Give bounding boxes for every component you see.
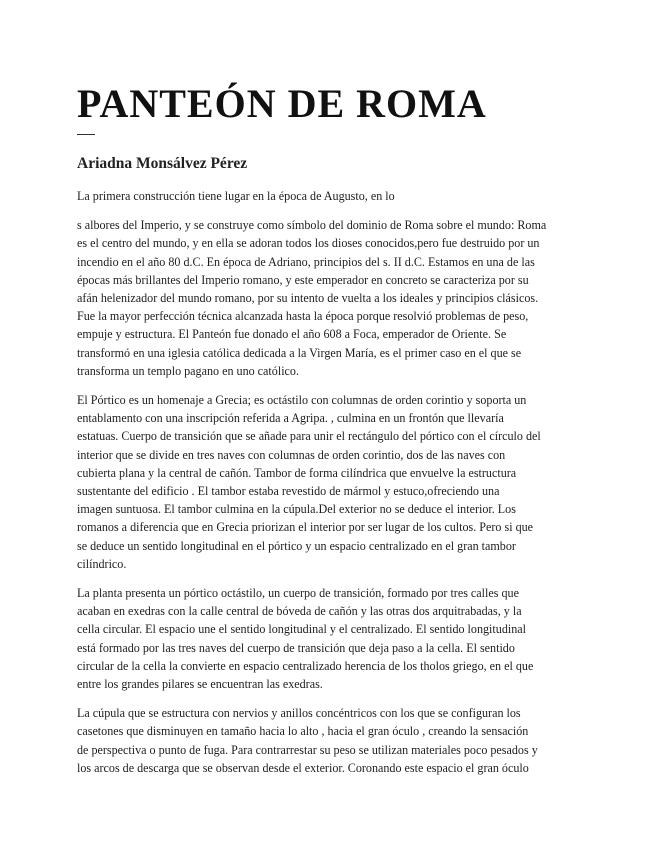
text-line: La primera construcción tiene lugar en la época de Augusto, en lo [77, 189, 395, 203]
text-line: transforma un templo pagano en uno católico. [77, 363, 299, 378]
text-line: imagen suntuosa. El tambor culmina en la cúpula.Del exterior no se deduce el interior. Los [77, 502, 516, 517]
text-line: de perspectiva o punto de fuga. Para contrarrestar su peso se utilizan materiales poco pesados y [77, 742, 538, 757]
page-title: PANTEÓN DE ROMA [77, 81, 487, 126]
text-line: está formado por las tres naves del cuerpo de transición que deja paso a la cella. El sentido [77, 640, 515, 655]
text-line: s albores del Imperio, y se construye como símbolo del dominio de Roma sobre el mundo: Roma [77, 218, 547, 233]
text-line: cilíndrico. [77, 556, 127, 571]
text-line: transformó en una iglesia católica dedicada a la Virgen María, es el primer caso en el que se [77, 345, 522, 360]
text-line: sustentante del edificio . El tambor estaba revestido de mármol y estuco,ofreciendo una [77, 484, 500, 499]
text-line: afán helenizador del mundo romano, por su intento de vuelta a los ideales y principios clásicos. [77, 291, 539, 306]
text-line: La planta presenta un pórtico octástilo, un cuerpo de transición, formado por tres calles que [77, 586, 519, 601]
text-line: empuje y estructura. El Panteón fue donado el año 608 a Foca, emperador de Oriente. Se [77, 327, 507, 342]
text-line: romanos a diferencia que en Grecia priorizan el interior por ser lugar de los cultos. Pero si que [77, 520, 534, 535]
text-line: Fue la mayor perfección técnica alcanzada hasta la época porque resolvió problemas de peso, [77, 309, 529, 324]
author-name: Ariadna Monsálvez Pérez [77, 155, 248, 172]
body-paragraph [77, 584, 578, 693]
text-line: entablamento con una inscripción referida a Agripa. , culmina en un frontón que llevaría [77, 411, 504, 426]
text-line: El Pórtico es un homenaje a Grecia; es octástilo con columnas de orden corintio y soporta un [77, 393, 527, 408]
body-paragraph [77, 216, 578, 380]
body-paragraph [77, 704, 578, 777]
title-divider [77, 134, 95, 135]
text-line: se deduce un sentido longitudinal en el pórtico y un espacio centralizado en el gran tambor [77, 538, 516, 553]
text-line: estatuas. Cuerpo de transición que se añade para unir el rectángulo del pórtico con el círculo del [77, 429, 541, 444]
text-line: épocas más brillantes del Imperio romano, y este emperador en concreto se caracteriza por su [77, 272, 529, 287]
body-paragraph [77, 391, 578, 573]
text-line: acaban en exedras con la calle central de bóveda de cañón y las otras dos arquitrabadas, y la [77, 604, 522, 619]
text-line: cubierta plana y la central de cañón. Tambor de forma cilíndrica que envuelve la estructura [77, 465, 517, 480]
text-line: La cúpula que se estructura con nervios y anillos concéntricos con los que se configuran los [77, 706, 521, 721]
document-body [77, 187, 578, 788]
text-line: cella circular. El espacio une el sentido longitudinal y el centralizado. El sentido longitudinal [77, 622, 527, 637]
body-paragraph [77, 187, 578, 205]
text-line: incendio en el año 80 d.C. En época de Adriano, principios del s. II d.C. Estamos en una de las [77, 254, 535, 269]
text-line: entre los grandes pilares se encuentran las exedras. [77, 677, 323, 692]
text-line: circular de la cella la convierte en espacio centralizado herencia de los tholos griego, en el que [77, 658, 534, 673]
text-line: los arcos de descarga que se observan desde el exterior. Coronando este espacio el gran óculo [77, 760, 529, 775]
text-line: es el centro del mundo, y en ella se adoran todos los dioses conocidos,pero fue destruido por un [77, 236, 540, 251]
text-line: interior que se divide en tres naves con columnas de orden corintio, dos de las naves con [77, 447, 506, 462]
text-line: casetones que disminuyen en tamaño hacia lo alto , hacia el gran óculo , creando la sensación [77, 724, 529, 739]
